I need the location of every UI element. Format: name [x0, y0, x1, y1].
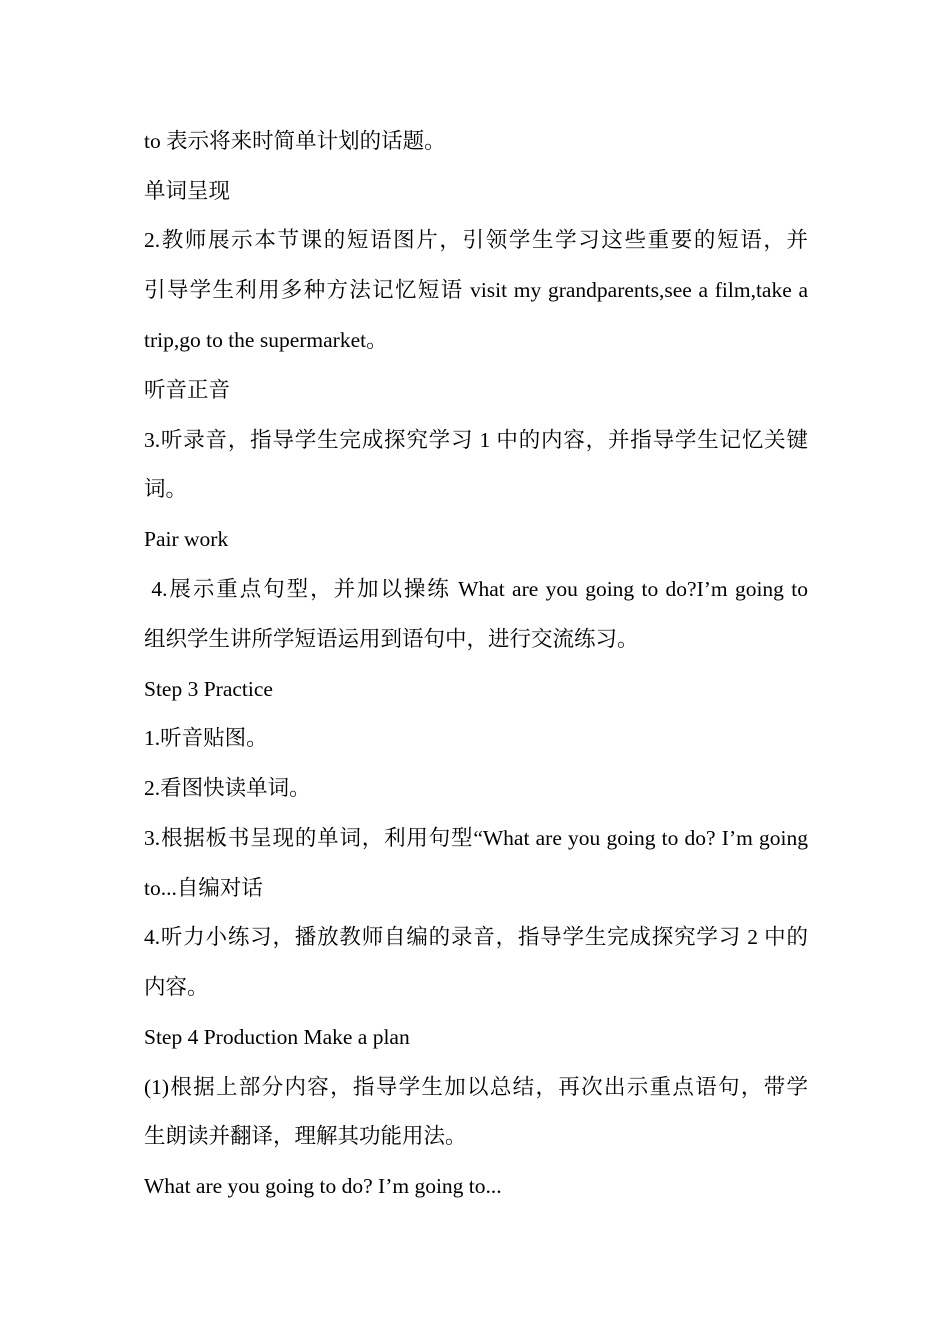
text-line-3: 2.教师展示本节课的短语图片，引领学生学习这些重要的短语，并: [144, 228, 808, 252]
section-heading-production: Step 4 Production Make a plan: [144, 1025, 410, 1049]
section-heading-listening: 听音正音: [144, 378, 231, 402]
text-line-11: 组织学生讲所学短语运用到语句中，进行交流练习。: [144, 627, 639, 651]
text-line-7: 3.听录音，指导学生完成探究学习 1 中的内容，并指导学生记忆关键: [144, 428, 808, 452]
text-line-18: 内容。: [144, 975, 209, 999]
text-line-10: 4.展示重点句型，并加以操练 What are you going to do?I’m going to: [144, 577, 808, 601]
text-line-16: to...自编对话: [144, 876, 263, 900]
section-heading-vocabulary: 单词呈现: [144, 179, 231, 203]
text-line-4: 引导学生利用多种方法记忆短语 visit my grandparents,see a film,take a: [144, 278, 808, 302]
text-line-8: 词。: [144, 477, 188, 501]
text-line-1: to 表示将来时简单计划的话题。: [144, 129, 446, 153]
section-heading-practice: Step 3 Practice: [144, 677, 273, 701]
text-line-14: 2.看图快读单词。: [144, 776, 311, 800]
text-line-22: What are you going to do? I’m going to...: [144, 1174, 502, 1198]
text-line-20: (1)根据上部分内容，指导学生加以总结，再次出示重点语句，带学: [144, 1075, 808, 1099]
section-heading-pair-work: Pair work: [144, 527, 229, 551]
text-line-5: trip,go to the supermarket。: [144, 328, 388, 352]
text-line-15: 3.根据板书呈现的单词，利用句型“What are you going to do? I’m going: [144, 826, 808, 850]
text-line-13: 1.听音贴图。: [144, 726, 268, 750]
text-line-21: 生朗读并翻译，理解其功能用法。: [144, 1124, 467, 1148]
text-line-17: 4.听力小练习，播放教师自编的录音，指导学生完成探究学习 2 中的: [144, 925, 808, 949]
